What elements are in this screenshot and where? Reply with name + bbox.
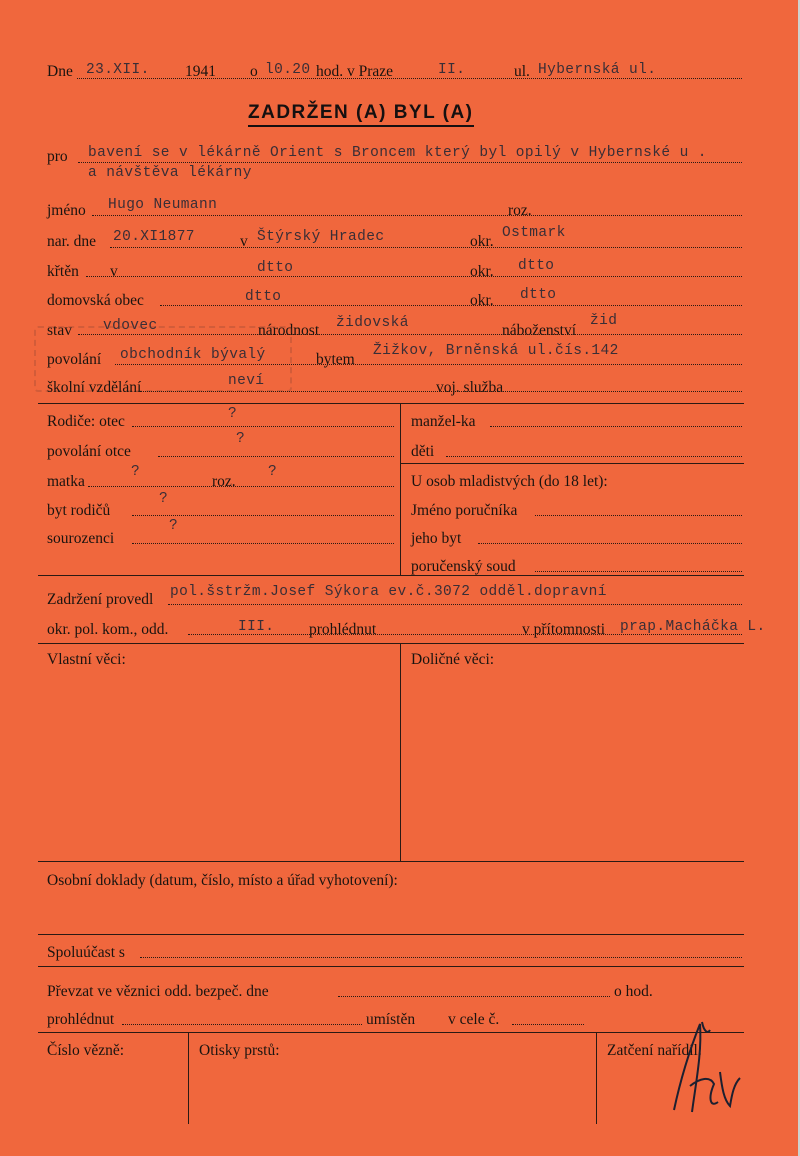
police-commission-value: III. bbox=[238, 619, 275, 635]
street-value: Hybernská ul. bbox=[538, 62, 657, 78]
home-municipality-value: dtto bbox=[245, 289, 282, 305]
belongings-bottom-line bbox=[38, 861, 744, 862]
police-commission-label: okr. pol. kom., odd. bbox=[47, 621, 169, 638]
father-dotted-line bbox=[132, 426, 394, 427]
name-label: jméno bbox=[47, 202, 86, 219]
religion-label: náboženství bbox=[502, 322, 577, 339]
birth-place-value: Štýrský Hradec bbox=[257, 229, 385, 245]
accomplice-dotted-line bbox=[140, 957, 742, 958]
spouse-dotted-line bbox=[490, 426, 742, 427]
own-belongings-label: Vlastní věci: bbox=[47, 651, 126, 668]
parents-divider bbox=[400, 403, 401, 575]
home-district-value: dtto bbox=[520, 287, 557, 303]
personal-documents-label: Osobní doklady (datum, číslo, místo a úřad vyhotovení): bbox=[47, 872, 398, 889]
baptized-dotted-line bbox=[86, 276, 742, 277]
street-label: ul. bbox=[514, 63, 530, 80]
education-label: školní vzdělání bbox=[47, 379, 142, 396]
nationality-value: židovská bbox=[336, 315, 409, 331]
father-occupation-dotted-line bbox=[158, 456, 394, 457]
on-label: o hod. bbox=[614, 983, 653, 1000]
section-bottom-line bbox=[38, 575, 744, 576]
father-label: Rodiče: otec bbox=[47, 413, 125, 430]
baptized-label: křtěn bbox=[47, 263, 79, 280]
occupation-dotted-line bbox=[115, 364, 742, 365]
religion-value: žid bbox=[590, 313, 618, 329]
parents-residence-label: byt rodičů bbox=[47, 502, 111, 519]
mother-maiden-value: ? bbox=[268, 464, 278, 480]
documents-bottom-line bbox=[38, 934, 744, 935]
residence-label: bytem bbox=[316, 351, 355, 368]
spouse-label: manžel-ka bbox=[411, 413, 476, 430]
guardian-name-label: Jméno poručníka bbox=[411, 502, 518, 519]
marital-status-value: vdovec bbox=[103, 318, 158, 334]
accomplice-label: Spoluúčast s bbox=[47, 944, 125, 961]
baptized-in-label: v bbox=[110, 263, 118, 280]
transfer-label: Převzat ve věznici odd. bezpeč. dne bbox=[47, 983, 269, 1000]
birth-dotted-line bbox=[110, 247, 742, 248]
district-value: II. bbox=[438, 62, 466, 78]
inspected-label-1: prohlédnut bbox=[309, 621, 377, 638]
minors-heading: U osob mladistvých (do 18 let): bbox=[411, 473, 608, 490]
year-value: 1941 bbox=[185, 63, 216, 80]
page-title: ZADRŽEN (A) BYL (A) bbox=[248, 102, 474, 127]
at-label: o bbox=[250, 63, 258, 80]
inspected-label-2: prohlédnut bbox=[47, 1011, 115, 1028]
date-label: Dne bbox=[47, 63, 73, 80]
evidence-items-label: Doličné věci: bbox=[411, 651, 495, 668]
father-occupation-value: ? bbox=[236, 431, 246, 447]
placed-label: umístěn bbox=[366, 1011, 416, 1028]
birth-district-value: Ostmark bbox=[502, 225, 566, 241]
father-occupation-label: povolání otce bbox=[47, 443, 131, 460]
mother-dotted-line bbox=[88, 486, 394, 487]
guardianship-court-label: poručenský soud bbox=[411, 558, 516, 575]
guardian-dotted-line bbox=[535, 515, 742, 516]
marital-status-label: stav bbox=[47, 322, 72, 339]
baptized-value: dtto bbox=[257, 260, 294, 276]
arrested-by-value: pol.šstržm.Josef Sýkora ev.č.3072 odděl.dopravní bbox=[170, 584, 607, 600]
commission-dotted-line bbox=[188, 634, 742, 635]
belongings-divider bbox=[400, 643, 401, 861]
guardian-residence-label: jeho byt bbox=[411, 530, 462, 547]
siblings-value: ? bbox=[169, 518, 179, 534]
reason-line-2: a návštěva lékárny bbox=[88, 165, 252, 181]
court-dotted-line bbox=[535, 571, 742, 572]
accomplice-bottom-line bbox=[38, 966, 744, 967]
occupation-value: obchodník bývalý bbox=[120, 347, 266, 363]
nationality-label: národnost bbox=[258, 322, 320, 339]
bottom-section-top-line bbox=[38, 1032, 744, 1033]
hour-label: hod. v Praze bbox=[316, 63, 394, 80]
mother-maiden-label: roz. bbox=[212, 473, 236, 490]
children-dotted-line bbox=[446, 456, 742, 457]
belongings-top-line bbox=[38, 643, 744, 644]
presence-value: prap.Macháčka L. bbox=[620, 619, 766, 635]
birth-date-label: nar. dne bbox=[47, 233, 97, 250]
father-value: ? bbox=[228, 406, 238, 422]
inspected-dotted-line bbox=[122, 1024, 362, 1025]
children-label: děti bbox=[411, 443, 435, 460]
reason-label: pro bbox=[47, 148, 68, 165]
education-dotted-line bbox=[140, 391, 742, 392]
parents-residence-value: ? bbox=[159, 491, 169, 507]
arrested-by-label: Zadržení provedl bbox=[47, 591, 154, 608]
district-label-3: okr. bbox=[470, 292, 494, 309]
mother-value: ? bbox=[131, 464, 141, 480]
military-label: voj. služba bbox=[436, 379, 504, 396]
name-dotted-line bbox=[92, 215, 742, 216]
reason-line-1: bavení se v lékárně Orient s Broncem který byl opilý v Hybernské u . bbox=[88, 145, 707, 161]
handwritten-signature bbox=[660, 1012, 750, 1122]
education-value: neví bbox=[228, 373, 265, 389]
maiden-label: roz. bbox=[508, 202, 532, 219]
district-label-1: okr. bbox=[470, 233, 494, 250]
guardian-residence-dotted-line bbox=[478, 543, 742, 544]
time-value: l0.20 bbox=[265, 62, 311, 78]
parents-residence-dotted-line bbox=[132, 515, 394, 516]
birth-date-value: 20.XI1877 bbox=[113, 229, 195, 245]
cell-label: v cele č. bbox=[448, 1011, 500, 1028]
section-top-line bbox=[38, 403, 744, 404]
minors-box-top bbox=[400, 463, 744, 464]
birth-place-label: v bbox=[240, 233, 248, 250]
transfer-dotted-line bbox=[338, 996, 610, 997]
name-value: Hugo Neumann bbox=[108, 197, 218, 213]
siblings-dotted-line bbox=[132, 543, 394, 544]
occupation-label: povolání bbox=[47, 351, 102, 368]
header-dotted-line bbox=[77, 78, 742, 79]
prisoner-number-label: Číslo vězně: bbox=[47, 1042, 125, 1059]
home-municipality-label: domovská obec bbox=[47, 292, 144, 309]
ordered-by-label: Zatčení nařídil: bbox=[607, 1042, 703, 1059]
bottom-divider-1 bbox=[188, 1032, 189, 1124]
date-value: 23.XII. bbox=[86, 62, 150, 78]
siblings-label: sourozenci bbox=[47, 530, 115, 547]
presence-label: v přítomnosti bbox=[522, 621, 606, 638]
mother-label: matka bbox=[47, 473, 85, 490]
cell-dotted-line bbox=[512, 1024, 584, 1025]
fingerprints-label: Otisky prstů: bbox=[199, 1042, 280, 1059]
bottom-divider-2 bbox=[596, 1032, 597, 1124]
district-label-2: okr. bbox=[470, 263, 494, 280]
home-dotted-line bbox=[160, 305, 742, 306]
reason-dotted-line bbox=[78, 162, 742, 163]
residence-value: Žižkov, Brněnská ul.čís.142 bbox=[373, 343, 619, 359]
baptized-district-value: dtto bbox=[518, 258, 555, 274]
arrested-by-dotted-line bbox=[168, 604, 742, 605]
